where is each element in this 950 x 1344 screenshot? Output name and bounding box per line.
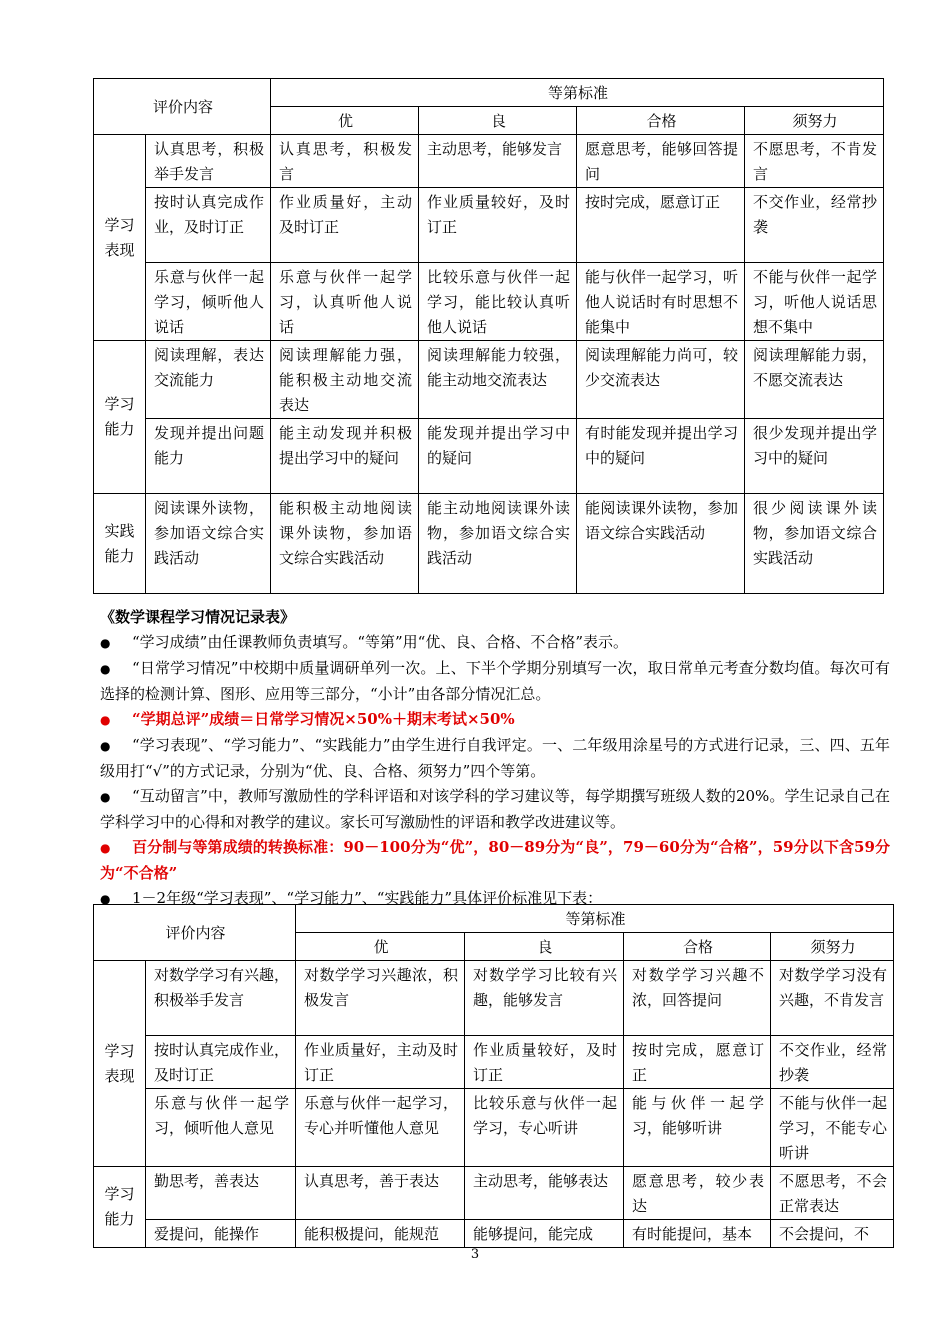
standard-cell: 阅读理解能力尚可，较少交流表达 [577, 341, 745, 419]
standard-cell: 不能与伙伴一起学习，听他人说话思想不集中 [745, 263, 884, 341]
category-cell: 学习表现 [94, 961, 146, 1167]
table-header-row [94, 79, 884, 107]
bullet-icon: ● [100, 636, 111, 650]
note-text: “学习成绩”由任课教师负责填写。“等第”用“优、良、合格、不合格”表示。 [132, 633, 629, 651]
header-level: 须努力 [771, 933, 894, 961]
standard-cell: 阅读理解能力强，能积极主动地交流表达 [271, 341, 419, 419]
standard-cell: 不交作业，经常抄袭 [745, 188, 884, 263]
criterion-cell: 爱提问，能操作 [146, 1220, 296, 1248]
note-text: 1－2年级“学习表现”、“学习能力”、“实践能力”具体评价标准见下表： [132, 889, 603, 907]
bullet-icon: ● [100, 892, 111, 906]
criterion-cell: 认真思考，积极举手发言 [146, 135, 271, 188]
standard-cell: 不会提问，不 [771, 1220, 894, 1248]
category-cell: 学习表现 [94, 135, 146, 341]
header-level: 良 [419, 107, 577, 135]
header-level: 须努力 [745, 107, 884, 135]
bullet-icon: ● [100, 739, 111, 753]
note-item [100, 656, 890, 707]
table-row [94, 341, 884, 419]
standard-cell: 阅读理解能力较强，能主动地交流表达 [419, 341, 577, 419]
note-text: 百分制与等第成绩的转换标准：90－100分为“优”，80－89分为“良”，79－60分为“合格”，59分以下含59分为“不合格” [100, 838, 890, 882]
table-row [94, 1167, 894, 1220]
note-text: “学期总评”成绩＝日常学习情况×50%＋期末考试×50% [132, 710, 515, 728]
header-evaluation-content: 评价内容 [94, 79, 271, 135]
criterion-cell: 乐意与伙伴一起学习，倾听他人说话 [146, 263, 271, 341]
standard-cell: 作业质量好，主动及时订正 [296, 1036, 465, 1089]
bullet-icon: ● [100, 790, 111, 804]
standard-cell: 能与伙伴一起学习，能够听讲 [624, 1089, 771, 1167]
category-cell: 学习能力 [94, 341, 146, 494]
note-item [100, 784, 890, 835]
criterion-cell: 对数学学习有兴趣，积极举手发言 [146, 961, 296, 1036]
standard-cell: 作业质量好，主动及时订正 [271, 188, 419, 263]
criterion-cell: 阅读理解，表达交流能力 [146, 341, 271, 419]
standard-cell: 对数学学习没有兴趣，不肯发言 [771, 961, 894, 1036]
criterion-cell: 乐意与伙伴一起学习，倾听他人意见 [146, 1089, 296, 1167]
standard-cell: 对数学学习比较有兴趣，能够发言 [465, 961, 624, 1036]
standard-cell: 按时完成，愿意订正 [624, 1036, 771, 1089]
standard-cell: 能与伙伴一起学习，听他人说话时有时思想不能集中 [577, 263, 745, 341]
table-row [94, 1220, 894, 1248]
table-row [94, 494, 884, 594]
table-row [94, 419, 884, 494]
category-cell: 实践能力 [94, 494, 146, 594]
standard-cell: 对数学学习兴趣浓，积极发言 [296, 961, 465, 1036]
table-row [94, 188, 884, 263]
standard-cell: 有时能提问，基本 [624, 1220, 771, 1248]
bullet-icon: ● [100, 841, 111, 855]
note-item [100, 630, 890, 656]
bullet-icon: ● [100, 713, 111, 727]
standard-cell: 比较乐意与伙伴一起学习，能比较认真听他人说话 [419, 263, 577, 341]
page-number: 3 [470, 1247, 480, 1262]
standard-cell: 不愿思考，不会正常表达 [771, 1167, 894, 1220]
note-text: “互动留言”中，教师写激励性的学科评语和对该学科的学习建议等，每学期撰写班级人数的20%。学生记录自己在学科学习中的心得和对教学的建议。家长可写激励性的评语和教学改进建议等。 [100, 787, 890, 831]
standard-cell: 按时完成，愿意订正 [577, 188, 745, 263]
header-grade-standard: 等第标准 [296, 905, 894, 933]
table-row [94, 135, 884, 188]
standard-cell: 愿意思考，能够回答提问 [577, 135, 745, 188]
evaluation-table-chinese [93, 78, 884, 594]
header-level: 合格 [624, 933, 771, 961]
note-text: “学习表现”、“学习能力”、“实践能力”由学生进行自我评定。一、二年级用涂星号的方式进行记录，三、四、五年级用打“√”的方式记录，分别为“优、良、合格、须努力”四个等第。 [100, 736, 890, 780]
table-row [94, 1036, 894, 1089]
standard-cell: 阅读理解能力弱，不愿交流表达 [745, 341, 884, 419]
table-header-row [94, 905, 894, 933]
standard-cell: 很少阅读课外读物，参加语文综合实践活动 [745, 494, 884, 594]
header-level: 合格 [577, 107, 745, 135]
standard-cell: 能主动发现并积极提出学习中的疑问 [271, 419, 419, 494]
standard-cell: 能够提问，能完成 [465, 1220, 624, 1248]
evaluation-table-math [93, 904, 894, 1248]
header-evaluation-content: 评价内容 [94, 905, 296, 961]
table-row [94, 961, 894, 1036]
header-level: 优 [296, 933, 465, 961]
standard-cell: 能阅读课外读物，参加语文综合实践活动 [577, 494, 745, 594]
header-grade-standard: 等第标准 [271, 79, 884, 107]
table-row [94, 263, 884, 341]
standard-cell: 不交作业，经常抄袭 [771, 1036, 894, 1089]
standard-cell: 能发现并提出学习中的疑问 [419, 419, 577, 494]
criterion-cell: 按时认真完成作业，及时订正 [146, 188, 271, 263]
standard-cell: 能主动地阅读课外读物，参加语文综合实践活动 [419, 494, 577, 594]
standard-cell: 作业质量较好，及时订正 [419, 188, 577, 263]
note-item [100, 707, 890, 733]
header-level: 良 [465, 933, 624, 961]
notes-title: 《数学课程学习情况记录表》 [100, 608, 296, 626]
criterion-cell: 勤思考，善表达 [146, 1167, 296, 1220]
standard-cell: 对数学学习兴趣不浓，回答提问 [624, 961, 771, 1036]
standard-cell: 认真思考，积极发言 [271, 135, 419, 188]
table-row [94, 1089, 894, 1167]
standard-cell: 有时能发现并提出学习中的疑问 [577, 419, 745, 494]
note-text: “日常学习情况”中校期中质量调研单列一次。上、下半个学期分别填写一次，取日常单元考查分数均值。每次可有选择的检测计算、图形、应用等三部分，“小计”由各部分情况汇总。 [100, 659, 890, 703]
standard-cell: 不能与伙伴一起学习，不能专心听讲 [771, 1089, 894, 1167]
note-item [100, 835, 890, 886]
criterion-cell: 发现并提出问题能力 [146, 419, 271, 494]
note-item [100, 733, 890, 784]
standard-cell: 主动思考，能够发言 [419, 135, 577, 188]
standard-cell: 乐意与伙伴一起学习，专心并听懂他人意见 [296, 1089, 465, 1167]
criterion-cell: 按时认真完成作业，及时订正 [146, 1036, 296, 1089]
standard-cell: 很少发现并提出学习中的疑问 [745, 419, 884, 494]
standard-cell: 比较乐意与伙伴一起学习，专心听讲 [465, 1089, 624, 1167]
standard-cell: 认真思考，善于表达 [296, 1167, 465, 1220]
standard-cell: 不愿思考，不肯发言 [745, 135, 884, 188]
standard-cell: 主动思考，能够表达 [465, 1167, 624, 1220]
header-level: 优 [271, 107, 419, 135]
category-cell: 学习能力 [94, 1167, 146, 1248]
math-record-notes [100, 605, 890, 912]
standard-cell: 能积极提问，能规范 [296, 1220, 465, 1248]
standard-cell: 愿意思考，较少表达 [624, 1167, 771, 1220]
standard-cell: 能积极主动地阅读课外读物，参加语文综合实践活动 [271, 494, 419, 594]
bullet-icon: ● [100, 662, 111, 676]
standard-cell: 乐意与伙伴一起学习，认真听他人说话 [271, 263, 419, 341]
criterion-cell: 阅读课外读物，参加语文综合实践活动 [146, 494, 271, 594]
standard-cell: 作业质量较好，及时订正 [465, 1036, 624, 1089]
